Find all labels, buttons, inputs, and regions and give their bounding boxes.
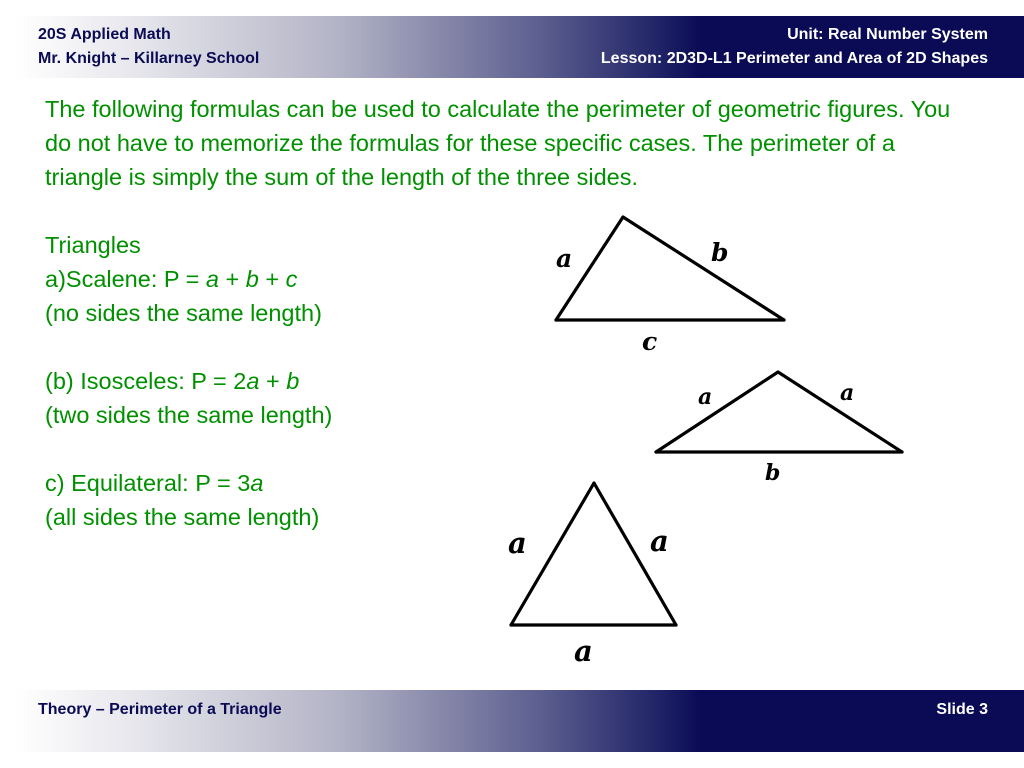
header-banner xyxy=(16,16,1024,78)
scalene-var-c: c xyxy=(285,266,298,292)
equilateral-note: (all sides the same length) xyxy=(45,504,320,530)
course-title: 20S Applied Math xyxy=(38,26,171,43)
isosceles-plus: + xyxy=(259,368,287,394)
equilateral-label-right: a xyxy=(650,524,669,558)
scalene-var-b: b xyxy=(245,266,259,292)
scalene-label-b: b xyxy=(711,238,729,267)
isosceles-label-base: b xyxy=(765,460,781,486)
isosceles-label-left: a xyxy=(698,384,713,410)
scalene-formula xyxy=(45,262,975,296)
isosceles-triangle-figure xyxy=(640,362,920,487)
isosceles-side-left xyxy=(656,372,778,452)
scalene-plus-1: + xyxy=(219,266,246,292)
isosceles-label-right: a xyxy=(840,380,855,406)
scalene-var-a: a xyxy=(205,266,219,292)
footer-banner xyxy=(16,690,1024,752)
lesson-title: Lesson: 2D3D-L1 Perimeter and Area of 2D Shapes xyxy=(600,50,988,67)
slide-number: Slide 3 xyxy=(936,701,988,718)
scalene-plus-2: + xyxy=(258,266,286,292)
isosceles-var-a: a xyxy=(246,368,260,394)
scalene-side-b xyxy=(623,217,784,320)
intro-paragraph: The following formulas can be used to calculate the perimeter of geometric figures. You do not have to memorize the formulas for these specific cases. The perimeter of a triangle is simply the sum of the length of the three sides. xyxy=(45,96,951,190)
isosceles-var-b: b xyxy=(286,368,300,394)
scalene-triangle-figure xyxy=(540,205,800,360)
scalene-prefix: a)Scalene: P = xyxy=(45,266,206,292)
equilateral-label-left: a xyxy=(508,526,527,560)
unit-title: Unit: Real Number System xyxy=(787,26,988,43)
scalene-label-c: c xyxy=(642,327,658,356)
equilateral-prefix: c) Equilateral: P = 3 xyxy=(45,470,251,496)
equilateral-triangle-figure xyxy=(500,475,690,670)
footer-title: Theory – Perimeter of a Triangle xyxy=(38,701,282,718)
triangles-heading: Triangles xyxy=(45,232,141,258)
isosceles-note: (two sides the same length) xyxy=(45,402,333,428)
equilateral-label-base: a xyxy=(574,634,593,668)
scalene-label-a: a xyxy=(556,244,573,273)
isosceles-prefix: (b) Isosceles: P = 2 xyxy=(45,368,247,394)
equilateral-var-a: a xyxy=(250,470,264,496)
teacher-name: Mr. Knight – Killarney School xyxy=(38,50,260,67)
scalene-note: (no sides the same length) xyxy=(45,300,322,326)
